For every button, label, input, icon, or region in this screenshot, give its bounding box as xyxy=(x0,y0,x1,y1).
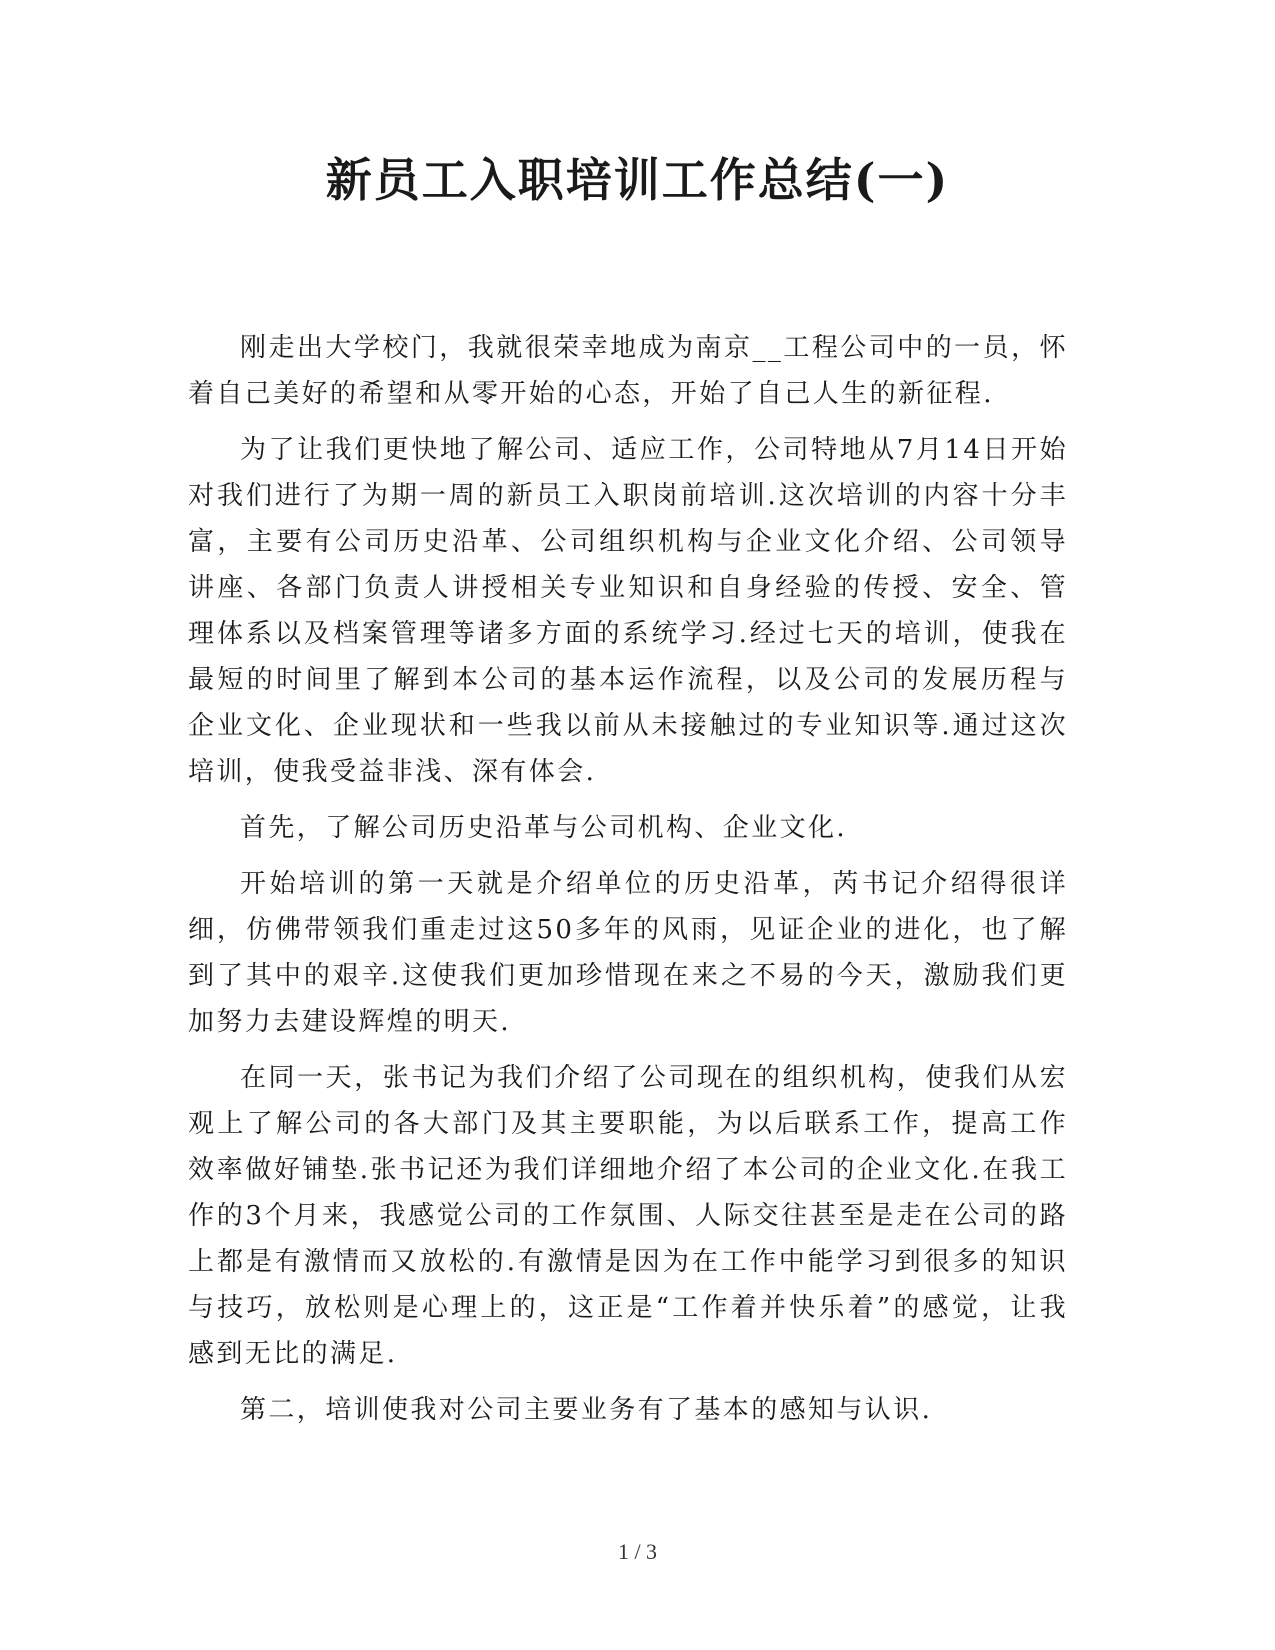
page-number: 1 / 3 xyxy=(617,1539,658,1564)
paragraph-3: 首先，了解公司历史沿革与公司机构、企业文化. xyxy=(240,813,848,843)
paragraph-5: 在同一天，张书记为我们介绍了公司现在的组织机构，使我们从宏观上了解公司的各大部门及其主要职能，为以后联系工作，提高工作效率做好铺垫.张书记还为我们详细地介绍了本公司的企业文化.在我工作的3个月来，我感觉公司的工作氛围、人际交往甚至是走在公司的路上都是有激情而又放松的.有激情是因为在工作中能学习到很多的知识与技巧，放松则是心理上的，这正是“工作着并快乐着”的感觉，让我感到无比的满足. xyxy=(188,1063,1068,1369)
paragraph-4: 开始培训的第一天就是介绍单位的历史沿革，芮书记介绍得很详细，仿佛带领我们重走过这50多年的风雨，见证企业的进化，也了解到了其中的艰辛.这使我们更加珍惜现在来之不易的今天，激励我们更加努力去建设辉煌的明天. xyxy=(188,869,1068,1037)
paragraph-6: 第二，培训使我对公司主要业务有了基本的感知与认识. xyxy=(240,1395,933,1425)
document-body xyxy=(188,325,1068,1443)
paragraph-1: 刚走出大学校门，我就很荣幸地成为南京__工程公司中的一员，怀着自己美好的希望和从零开始的心态，开始了自己人生的新征程. xyxy=(188,333,1068,409)
document-title: 新员工入职培训工作总结(一) xyxy=(325,153,950,207)
paragraph-2: 为了让我们更快地了解公司、适应工作，公司特地从7月14日开始对我们进行了为期一周的新员工入职岗前培训.这次培训的内容十分丰富，主要有公司历史沿革、公司组织机构与企业文化介绍、公司领导讲座、各部门负责人讲授相关专业知识和自身经验的传授、安全、管理体系以及档案管理等诸多方面的系统学习.经过七天的培训，使我在最短的时间里了解到本公司的基本运作流程，以及公司的发展历程与企业文化、企业现状和一些我以前从未接触过的专业知识等.通过这次培训，使我受益非浅、深有体会. xyxy=(188,435,1068,787)
